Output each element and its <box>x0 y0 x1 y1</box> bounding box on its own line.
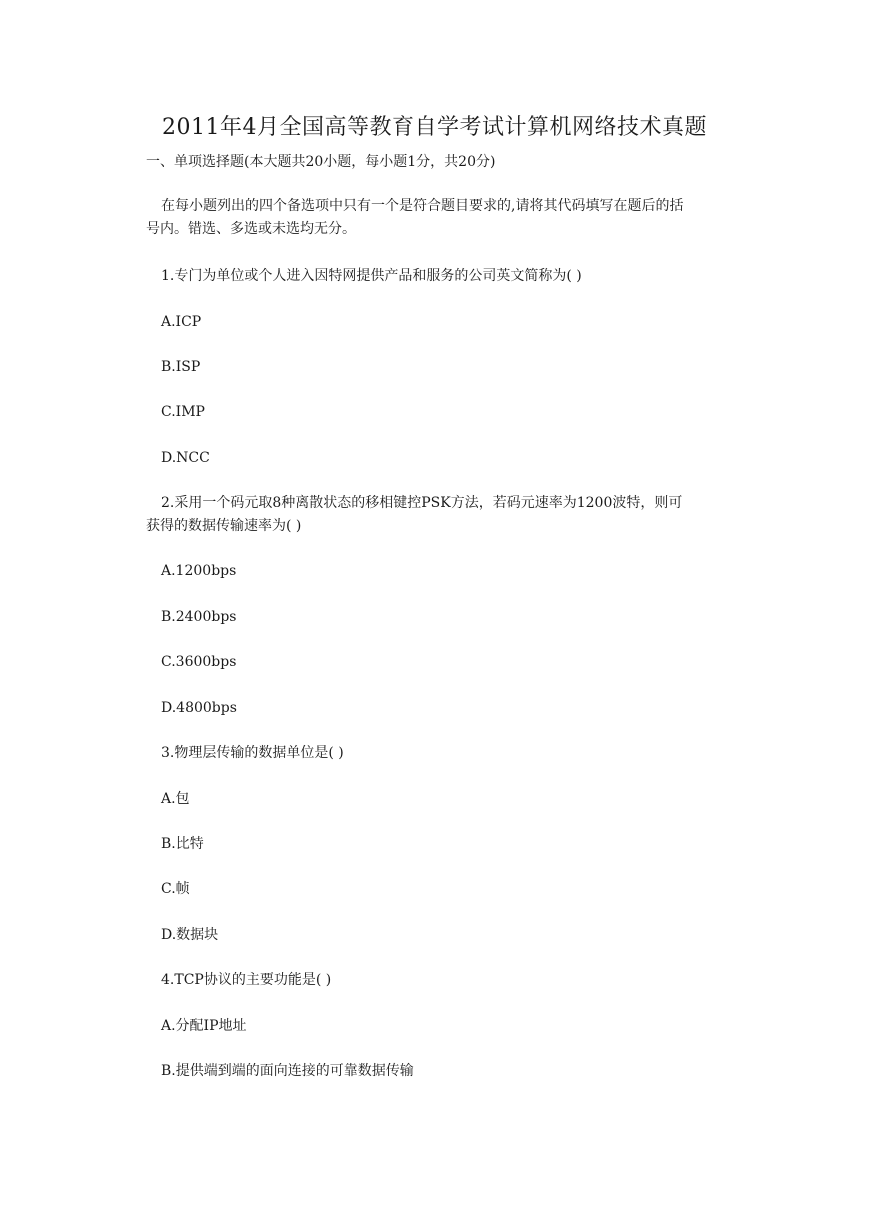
question-4-option-a: A.分配IP地址 <box>161 1018 247 1034</box>
question-3-option-c: C.帧 <box>161 881 190 897</box>
question-2-option-c: C.3600bps <box>161 654 237 670</box>
question-1-option-d: D.NCC <box>161 450 210 466</box>
question-2-option-a: A.1200bps <box>161 563 237 579</box>
question-4-stem: 4.TCP协议的主要功能是( ) <box>161 972 332 988</box>
section-heading: 一、单项选择题(本大题共20小题，每小题1分，共20分) <box>146 154 496 170</box>
question-2-option-d: D.4800bps <box>161 700 237 716</box>
question-1-option-c: C.IMP <box>161 404 205 420</box>
instructions-line-2: 号内。错选、多选或未选均无分。 <box>146 221 356 237</box>
instructions-line-1: 在每小题列出的四个备选项中只有一个是符合题目要求的,请将其代码填写在题后的括 <box>161 198 684 214</box>
question-2-option-b: B.2400bps <box>161 609 237 625</box>
question-1-option-a: A.ICP <box>161 314 202 330</box>
question-1-stem: 1.专门为单位或个人进入因特网提供产品和服务的公司英文简称为( ) <box>161 268 582 284</box>
document-title: 2011年4月全国高等教育自学考试计算机网络技术真题 <box>162 115 707 140</box>
question-3-option-d: D.数据块 <box>161 927 219 943</box>
question-3-option-b: B.比特 <box>161 836 204 852</box>
question-2-stem-line-2: 获得的数据传输速率为( ) <box>146 518 302 534</box>
question-3-stem: 3.物理层传输的数据单位是( ) <box>161 745 344 761</box>
question-1-option-b: B.ISP <box>161 359 201 375</box>
question-4-option-b: B.提供端到端的面向连接的可靠数据传输 <box>161 1063 414 1079</box>
question-3-option-a: A.包 <box>161 791 190 807</box>
question-2-stem-line-1: 2.采用一个码元取8种离散状态的移相键控PSK方法，若码元速率为1200波特，则可 <box>161 495 683 511</box>
